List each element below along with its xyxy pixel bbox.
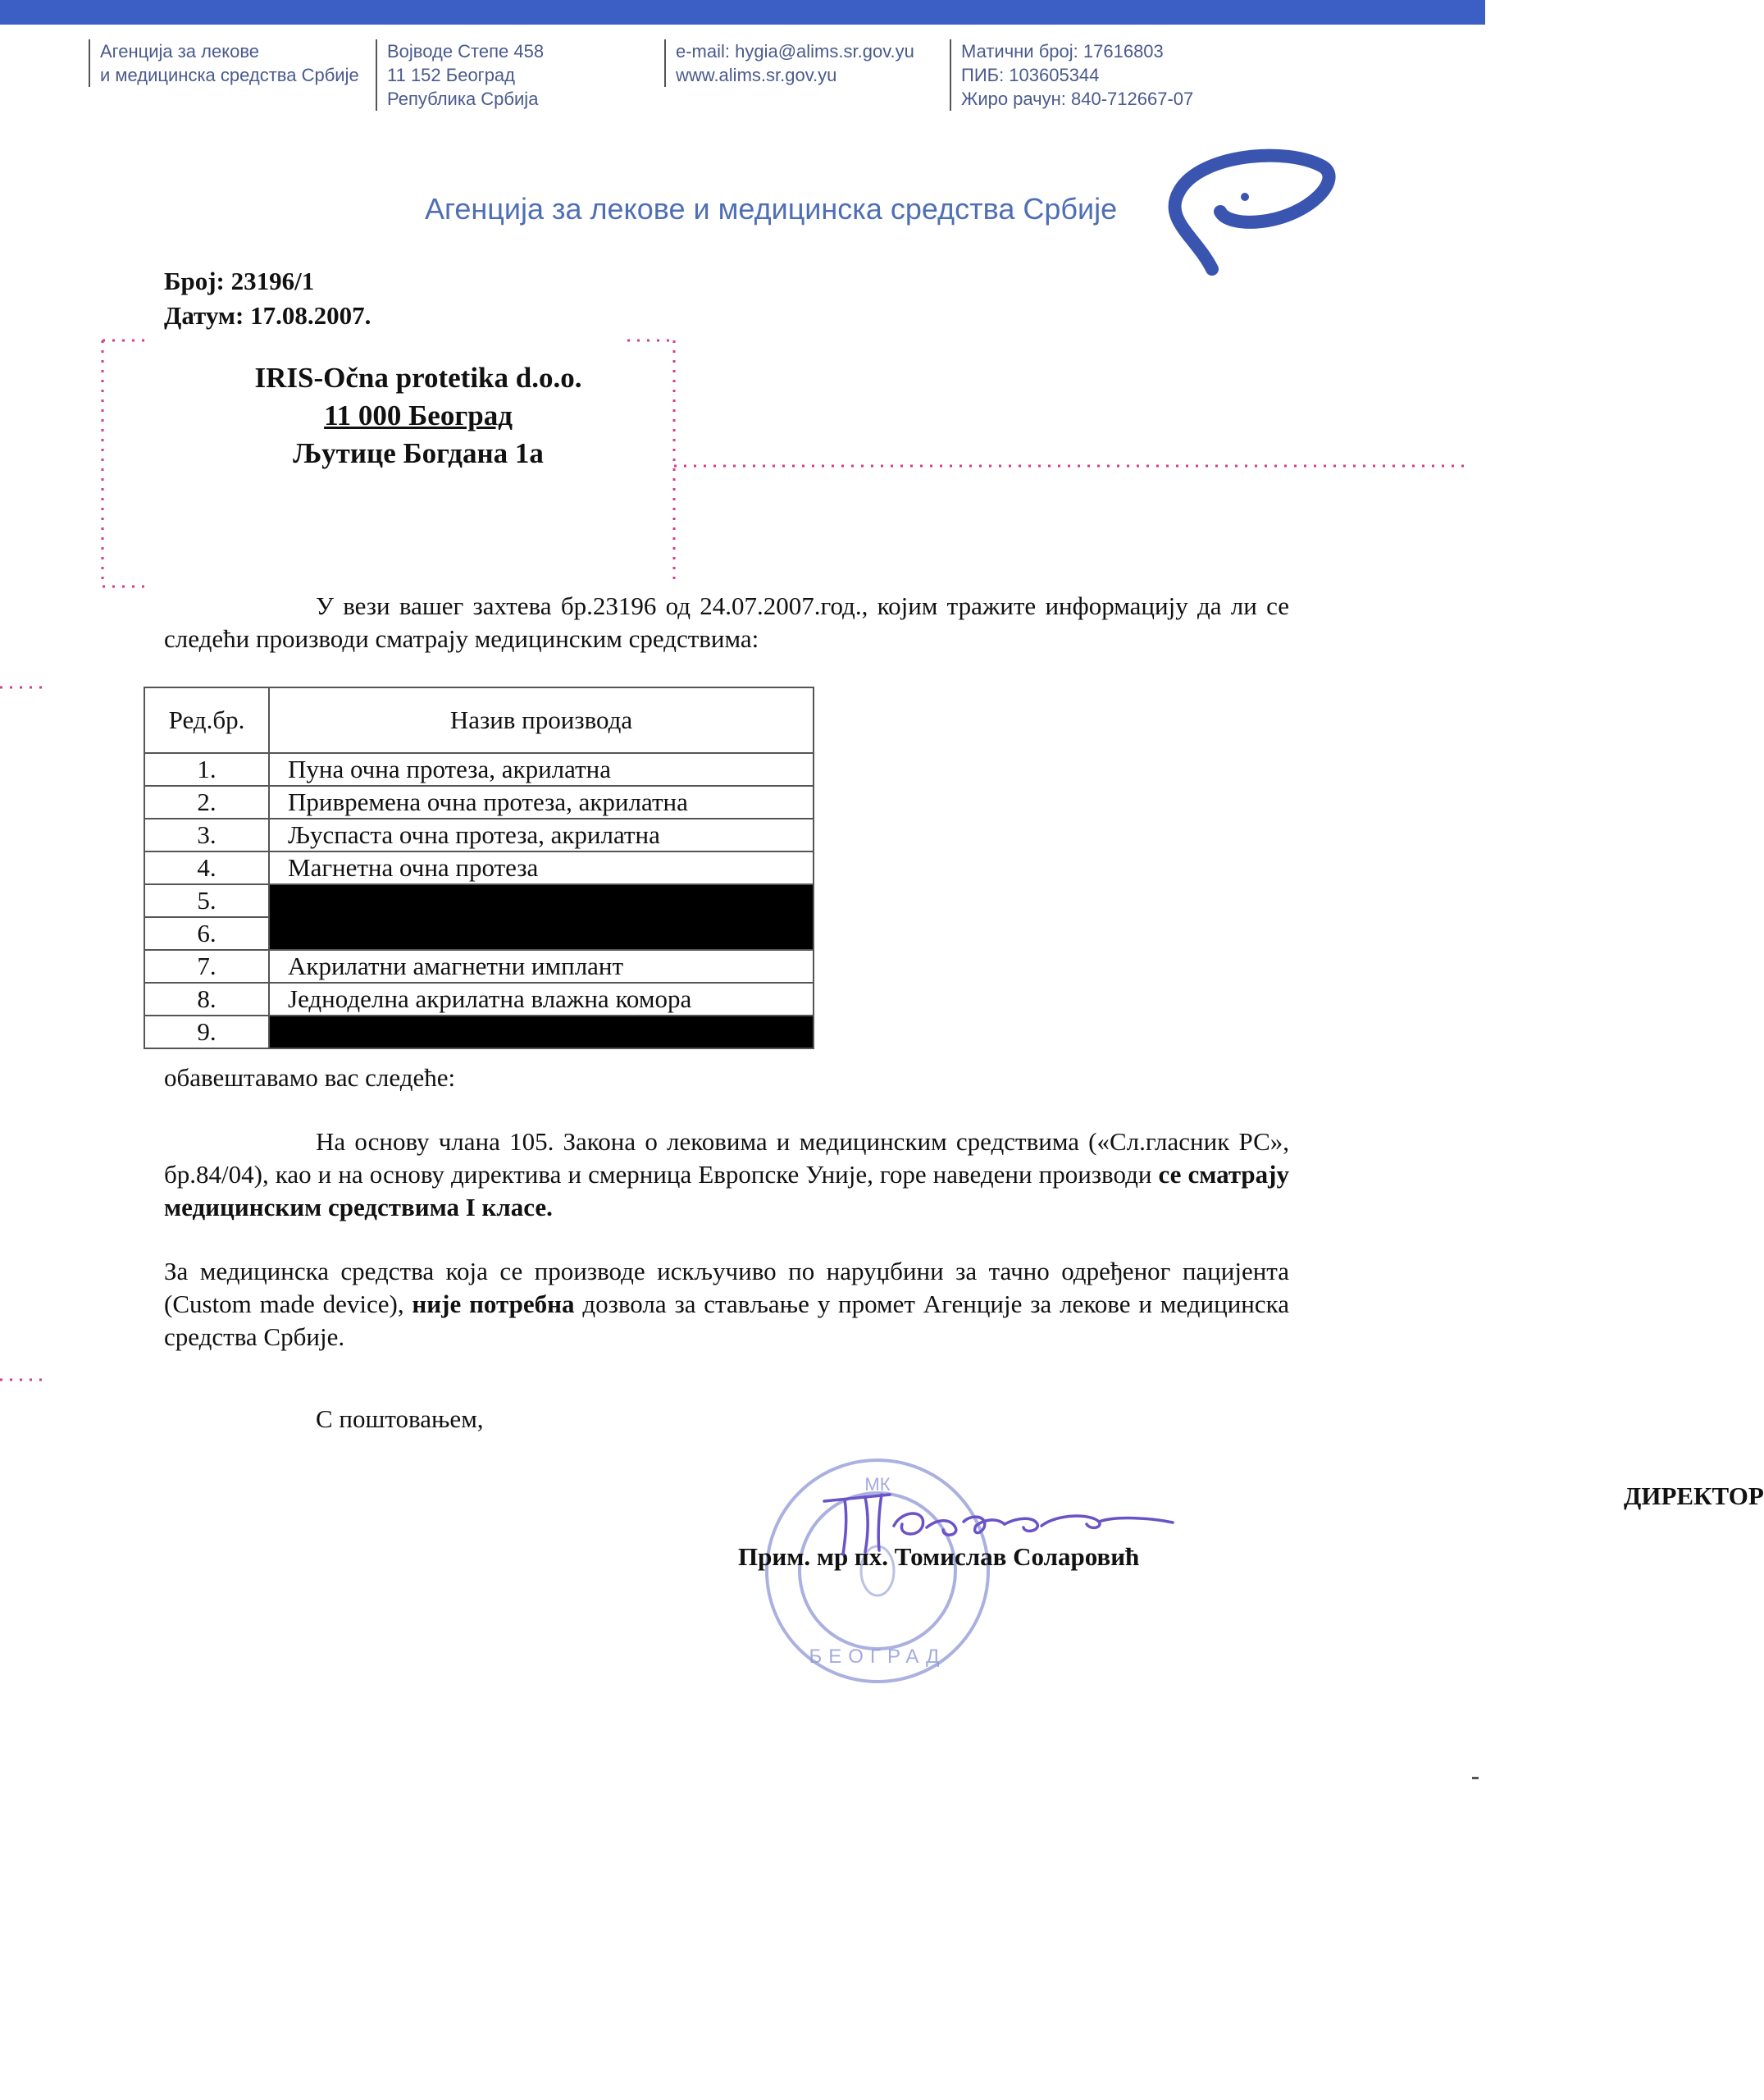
table-row xyxy=(144,851,814,884)
recipient-street: Љутице Богдана 1а xyxy=(293,437,544,469)
letterhead-line: Република Србија xyxy=(387,89,539,109)
table-row xyxy=(144,753,814,786)
reference-number: Број: 23196/1 xyxy=(164,267,315,295)
signatory-title: ДИРЕКТОР xyxy=(1624,1481,1764,1510)
product-name: Привремена очна протеза, акрилатна xyxy=(269,786,814,819)
table-row xyxy=(144,884,814,917)
custom-device-text: За медицинска средства која се производе искључиво по наруџбини за тачно одређеног пацијента (Custom made device), xyxy=(164,1257,1289,1318)
agency-title: Агенција за лекове и медицинска средства Србије xyxy=(425,192,1118,226)
legal-basis-conclusion: се сматрају медицинским средствима I класе. xyxy=(164,1160,1289,1221)
reference-date: Датум: 17.08.2007. xyxy=(164,301,371,330)
letterhead-line: www.alims.sr.gov.yu xyxy=(676,65,837,85)
table-row xyxy=(144,983,814,1016)
letterhead-line: Матични број: 17616803 xyxy=(961,41,1164,62)
table-row xyxy=(144,819,814,851)
column-header-number: Ред.бр. xyxy=(144,687,269,753)
row-number: 5. xyxy=(144,884,269,917)
after-table-text: обавештавамо вас следеће: xyxy=(164,1063,456,1092)
recipient-city: 11 000 Београд xyxy=(324,399,513,431)
table-header-row xyxy=(144,687,814,753)
product-name: Љуспаста очна протеза, акрилатна xyxy=(269,819,814,851)
intro-paragraph: У вези вашег захтева бр.23196 од 24.07.2007.год., којим тражите информацију да ли се следећи производи сматрају медицинским средствима: xyxy=(164,591,1289,653)
product-name: Пуна очна протеза, акрилатна xyxy=(269,753,814,786)
row-number: 7. xyxy=(144,950,269,983)
closing-salutation: С поштовањем, xyxy=(316,1404,484,1433)
legal-basis-paragraph xyxy=(164,1125,1289,1224)
letterhead-line: Војводе Степе 458 xyxy=(387,41,545,62)
legal-basis-text: На основу члана 105. Закона о лековима и медицинским средствима («Сл.гласник РС», бр.84/04), као и на основу директива и смерница Европске Уније, горе наведени производи xyxy=(164,1127,1289,1189)
row-number: 2. xyxy=(144,786,269,819)
letterhead-line: Жиро рачун: 840-712667-07 xyxy=(961,89,1194,109)
table-row xyxy=(144,786,814,819)
custom-device-paragraph xyxy=(164,1255,1289,1354)
redacted-product-name xyxy=(269,884,814,950)
table-row xyxy=(144,1016,814,1048)
product-name: Магнетна очна протеза xyxy=(269,851,814,884)
row-number: 8. xyxy=(144,983,269,1016)
recipient-name: IRIS-Očna protetika d.o.o. xyxy=(254,362,582,394)
recipient-address xyxy=(180,359,656,472)
column-header-product: Назив производа xyxy=(269,687,814,753)
row-number: 6. xyxy=(144,917,269,950)
stamp-text-top: МК xyxy=(864,1474,891,1495)
row-number: 4. xyxy=(144,851,269,884)
letterhead-line: и медицинска средства Србије xyxy=(100,65,359,85)
letterhead-line: ПИБ: 103605344 xyxy=(961,65,1100,85)
row-number: 3. xyxy=(144,819,269,851)
redacted-product-name xyxy=(269,1016,814,1048)
table-row xyxy=(144,950,814,983)
page-edge-mark xyxy=(1472,1777,1479,1779)
custom-device-emphasis: није потребна xyxy=(412,1290,575,1318)
custom-device-text-end: дозвола за стављање у промет Агенције за лекове и медицинска средства Србије. xyxy=(164,1290,1290,1351)
product-name: Акрилатни амагнетни имплант xyxy=(269,950,814,983)
row-number: 9. xyxy=(144,1016,269,1048)
row-number: 1. xyxy=(144,753,269,786)
product-table xyxy=(144,687,814,1049)
product-name: Једноделна акрилатна влажна комора xyxy=(269,983,814,1016)
letterhead-line: Агенција за лекове xyxy=(100,41,260,62)
letterhead-line: 11 152 Београд xyxy=(387,65,516,85)
stamp-text-bottom: БЕОГРАД xyxy=(809,1646,946,1668)
letterhead-line: e-mail: hygia@alims.sr.gov.yu xyxy=(676,41,914,62)
signatory-name: Прим. мр пх. Томислав Соларовић xyxy=(738,1542,1140,1571)
handwritten-signature xyxy=(820,1477,1214,1571)
